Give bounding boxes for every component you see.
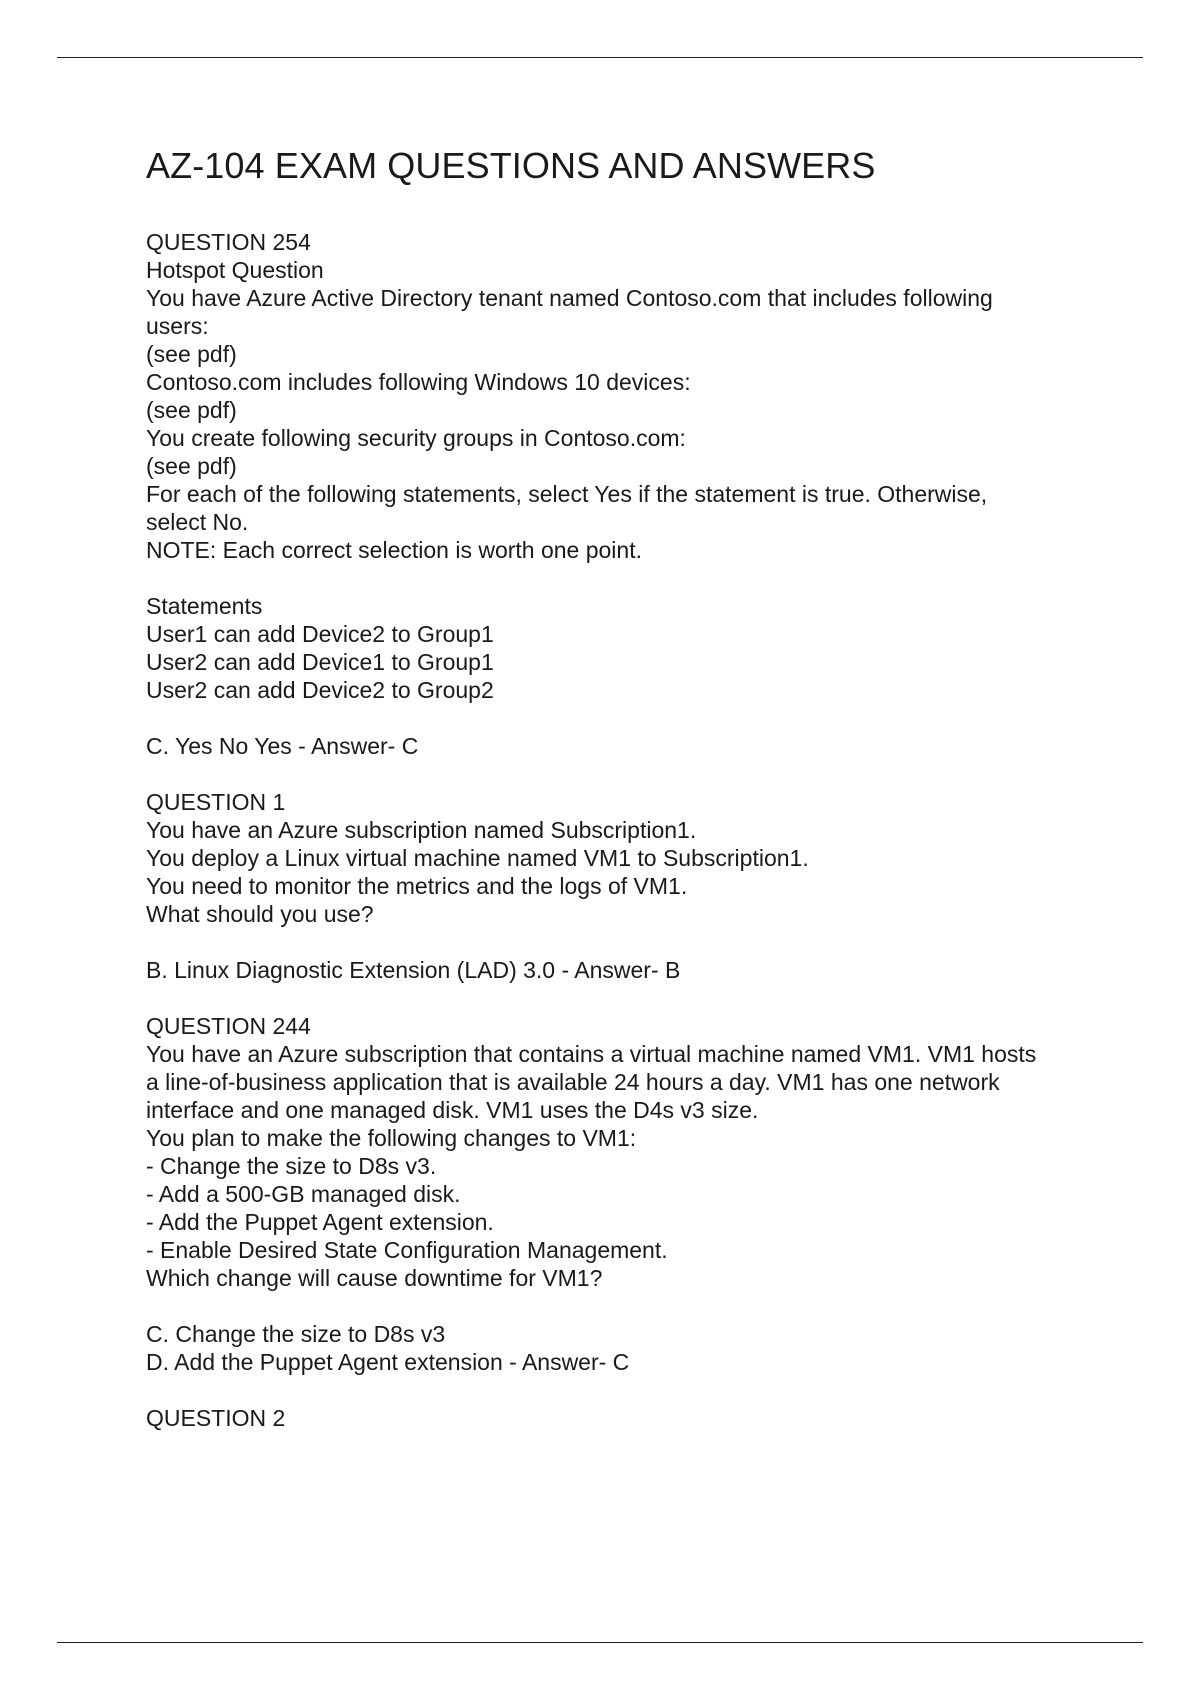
spacer: [146, 1292, 1106, 1320]
question-block: [146, 1404, 1106, 1432]
document-body: [146, 228, 1106, 1432]
answer-line: B. Linux Diagnostic Extension (LAD) 3.0 - Answer- B: [146, 957, 681, 983]
spacer: [146, 704, 1106, 732]
question-text-line: (see pdf): [146, 397, 237, 423]
question-text-line: You have an Azure subscription that contains a virtual machine named VM1. VM1 hosts: [146, 1041, 1037, 1067]
spacer: [146, 1376, 1106, 1404]
statement-line: User2 can add Device2 to Group2: [146, 677, 494, 703]
answer-line: D. Add the Puppet Agent extension - Answer- C: [146, 1349, 630, 1375]
question-text-line: Which change will cause downtime for VM1?: [146, 1265, 603, 1291]
question-text-line: Contoso.com includes following Windows 10 devices:: [146, 369, 691, 395]
question-text-line: (see pdf): [146, 341, 237, 367]
question-text-line: Hotspot Question: [146, 257, 324, 283]
question-text-line: You have an Azure subscription named Subscription1.: [146, 817, 697, 843]
question-heading: QUESTION 254: [146, 229, 311, 255]
question-text-line: NOTE: Each correct selection is worth one point.: [146, 537, 642, 563]
question-text-line: - Enable Desired State Configuration Management.: [146, 1237, 668, 1263]
question-text-line: You create following security groups in Contoso.com:: [146, 425, 686, 451]
bottom-divider: [57, 1642, 1143, 1643]
spacer: [146, 760, 1106, 788]
question-text-line: You have Azure Active Directory tenant named Contoso.com that includes following: [146, 285, 993, 311]
question-text-line: (see pdf): [146, 453, 237, 479]
question-text-line: users:: [146, 313, 209, 339]
question-text-line: a line-of-business application that is available 24 hours a day. VM1 has one network: [146, 1069, 1000, 1095]
page-title: AZ-104 EXAM QUESTIONS AND ANSWERS: [146, 145, 876, 186]
statement-line: User2 can add Device1 to Group1: [146, 649, 494, 675]
spacer: [146, 928, 1106, 956]
statements-heading: Statements: [146, 593, 263, 619]
question-text-line: select No.: [146, 509, 249, 535]
question-text-line: interface and one managed disk. VM1 uses the D4s v3 size.: [146, 1097, 759, 1123]
question-text-line: What should you use?: [146, 901, 374, 927]
answer-line: C. Yes No Yes - Answer- C: [146, 733, 419, 759]
question-text-line: - Add the Puppet Agent extension.: [146, 1209, 494, 1235]
question-heading: QUESTION 244: [146, 1013, 311, 1039]
spacer: [146, 984, 1106, 1012]
question-text-line: You need to monitor the metrics and the logs of VM1.: [146, 873, 688, 899]
answer-line: C. Change the size to D8s v3: [146, 1321, 446, 1347]
question-block: [146, 788, 1106, 1012]
top-divider: [57, 57, 1143, 58]
spacer: [146, 564, 1106, 592]
question-heading: QUESTION 2: [146, 1405, 286, 1431]
statement-line: User1 can add Device2 to Group1: [146, 621, 494, 647]
question-text-line: You plan to make the following changes to VM1:: [146, 1125, 637, 1151]
question-block: [146, 1012, 1106, 1404]
question-text-line: For each of the following statements, select Yes if the statement is true. Otherwise,: [146, 481, 988, 507]
question-block: [146, 228, 1106, 788]
question-text-line: You deploy a Linux virtual machine named VM1 to Subscription1.: [146, 845, 809, 871]
question-text-line: - Add a 500-GB managed disk.: [146, 1181, 461, 1207]
question-text-line: - Change the size to D8s v3.: [146, 1153, 437, 1179]
question-heading: QUESTION 1: [146, 789, 286, 815]
